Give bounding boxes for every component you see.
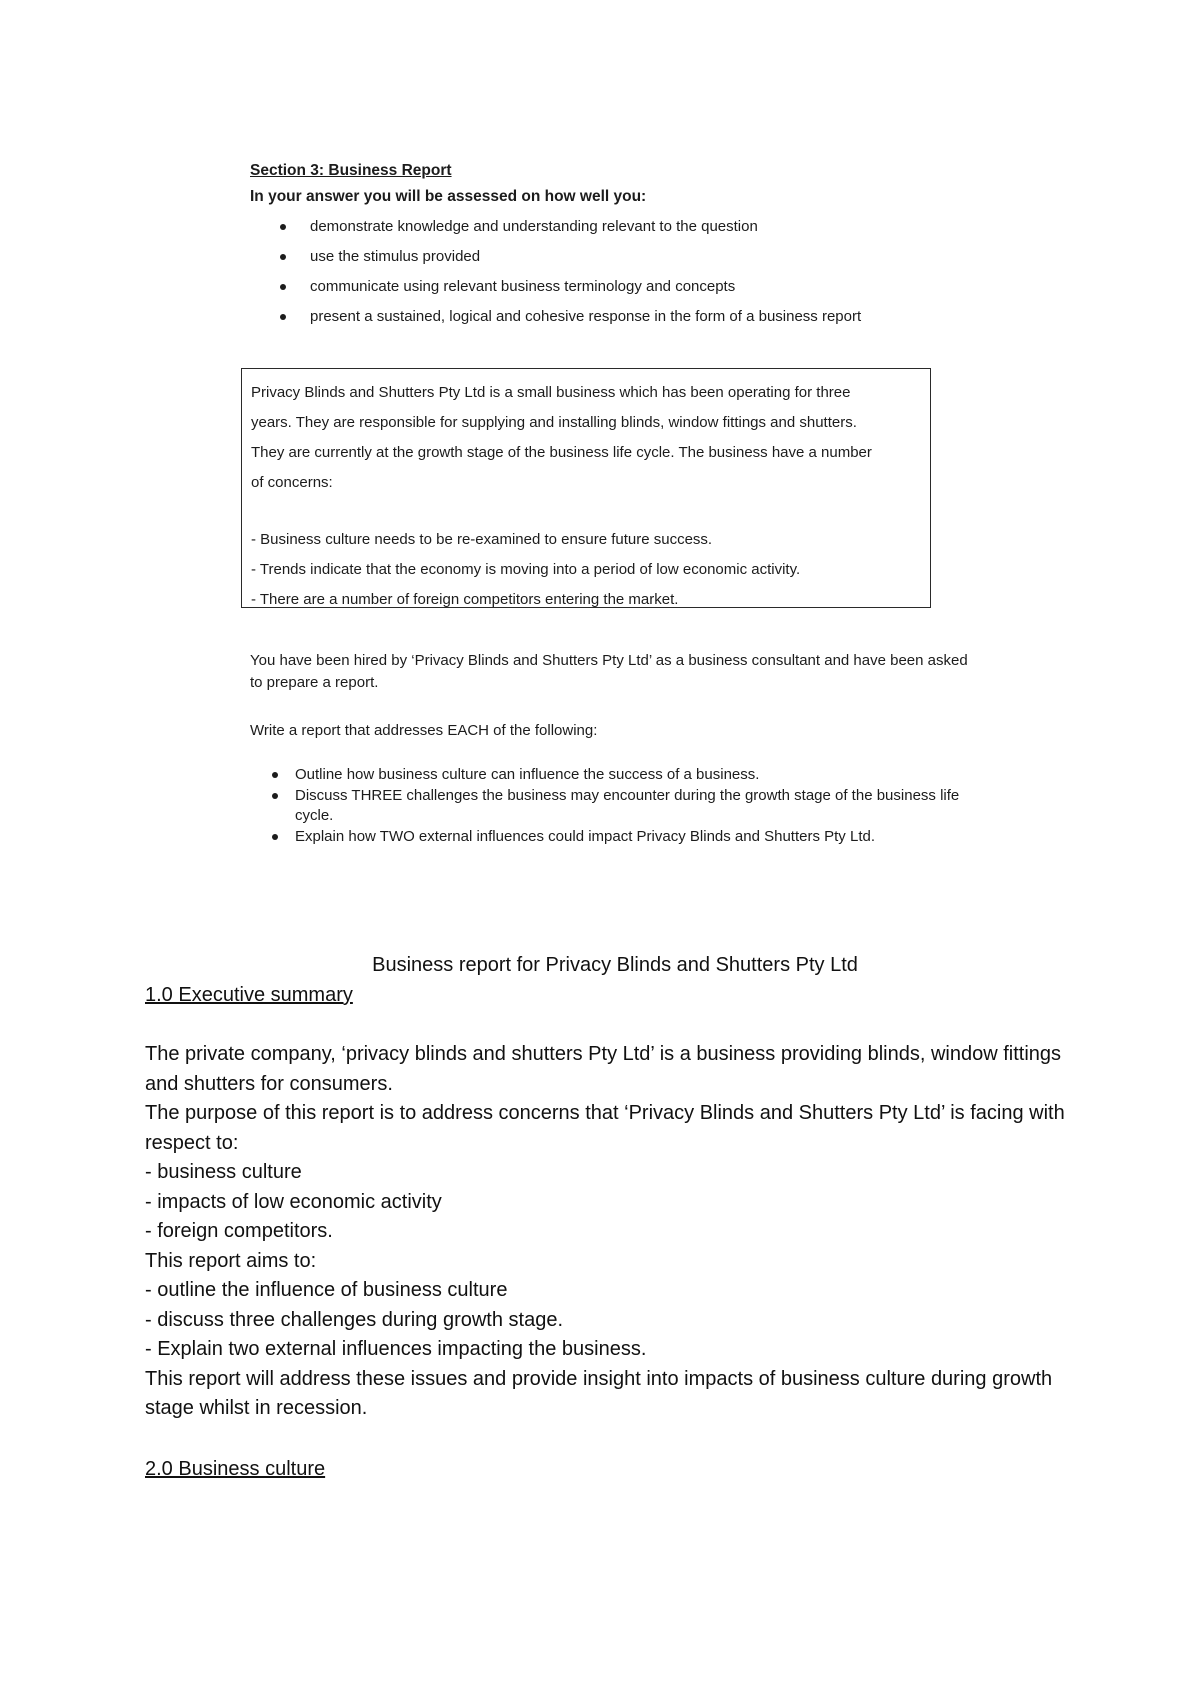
- concern-item: - foreign competitors.: [145, 1220, 333, 1242]
- section-title: Section 3: Business Report: [250, 162, 452, 179]
- stimulus-line: years. They are responsible for supplying and installing blinds, window fittings and shutters.: [251, 414, 857, 431]
- criteria-item: demonstrate knowledge and understanding relevant to the question: [240, 212, 980, 242]
- report-title: Business report for Privacy Blinds and Shutters Pty Ltd: [372, 954, 858, 976]
- aim-item: - Explain two external influences impacting the business.: [145, 1338, 647, 1360]
- purpose-paragraph: The purpose of this report is to address concerns that ‘Privacy Blinds and Shutters Pty Ltd’ is facing with respect to:: [145, 1102, 1065, 1154]
- write-report-intro: Write a report that addresses EACH of the following:: [250, 722, 598, 739]
- business-report: [145, 950, 1085, 1484]
- stimulus-concern: - There are a number of foreign competitors entering the market.: [251, 591, 679, 608]
- criteria-item: use the stimulus provided: [240, 242, 980, 272]
- stimulus-spacer: [251, 498, 920, 525]
- business-culture-heading: 2.0 Business culture: [145, 1457, 326, 1480]
- task-list: [240, 765, 970, 848]
- assessment-intro: In your answer you will be assessed on how well you:: [250, 188, 647, 205]
- executive-summary-heading: 1.0 Executive summary: [145, 984, 353, 1006]
- task-item: Outline how business culture can influence the success of a business.: [240, 765, 970, 785]
- blank-line: [145, 1424, 1085, 1454]
- blank-line: [145, 1010, 1085, 1040]
- concern-item: - business culture: [145, 1161, 302, 1183]
- stimulus-box: [241, 368, 931, 608]
- stimulus-line: of concerns:: [251, 474, 333, 491]
- stimulus-concern: - Trends indicate that the economy is moving into a period of low economic activity.: [251, 561, 801, 578]
- hired-paragraph: You have been hired by ‘Privacy Blinds and Shutters Pty Ltd’ as a business consultant and have been asked to prepare a report.: [250, 652, 968, 691]
- closing-paragraph: This report will address these issues and provide insight into impacts of business culture during growth stage whilst in recession.: [145, 1367, 1053, 1419]
- executive-summary-paragraph: The private company, ‘privacy blinds and shutters Pty Ltd’ is a business providing blinds, window fittings and shutters for consumers.: [145, 1043, 1062, 1095]
- task-item: Discuss THREE challenges the business may encounter during the growth stage of the business life cycle.: [240, 786, 970, 826]
- assessment-criteria-list: [240, 212, 980, 332]
- aims-intro: This report aims to:: [145, 1249, 317, 1272]
- aim-item: - discuss three challenges during growth stage.: [145, 1308, 564, 1331]
- concern-item: - impacts of low economic activity: [145, 1190, 442, 1213]
- task-item: Explain how TWO external influences could impact Privacy Blinds and Shutters Pty Ltd.: [240, 827, 970, 847]
- task-instructions-image: [240, 160, 980, 845]
- stimulus-line: They are currently at the growth stage of the business life cycle. The business have a number: [251, 444, 872, 461]
- aim-item: - outline the influence of business culture: [145, 1279, 508, 1301]
- criteria-item: present a sustained, logical and cohesive response in the form of a business report: [240, 302, 980, 332]
- stimulus-line: Privacy Blinds and Shutters Pty Ltd is a small business which has been operating for three: [251, 384, 851, 401]
- stimulus-concern: - Business culture needs to be re-examined to ensure future success.: [251, 531, 713, 548]
- criteria-item: communicate using relevant business terminology and concepts: [240, 272, 980, 302]
